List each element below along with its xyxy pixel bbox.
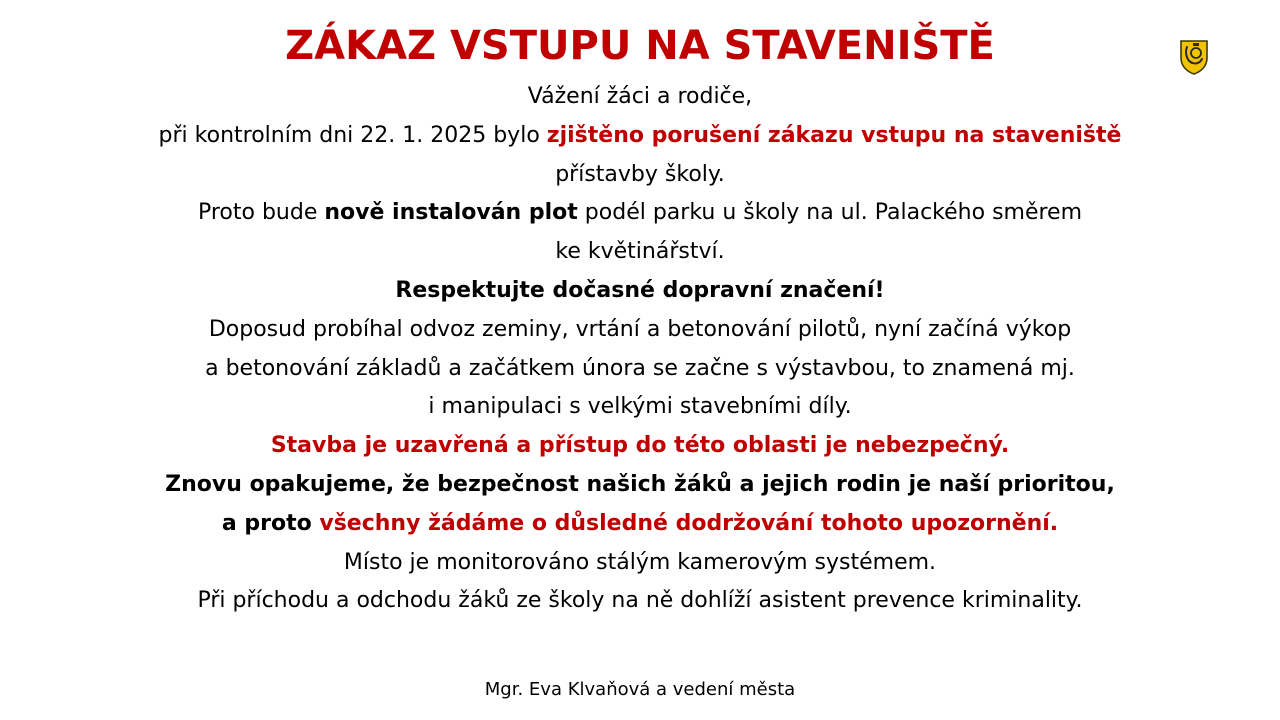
violation-highlight: zjištěno porušení zákazu vstupu na staveniště (546, 122, 1122, 148)
paragraph-fence (0, 194, 1280, 233)
works-line-2: a betonování základů a začátkem února se začne s výstavbou, to znamená mj. (205, 355, 1075, 381)
compliance-highlight: všechny žádáme o důsledné dodržování tohoto upozornění. (319, 510, 1059, 536)
safety-priority-line: Znovu opakujeme, že bezpečnost našich žáků a jejich rodin je naší prioritou, (165, 471, 1115, 497)
compliance-text-pre: a proto (221, 510, 320, 536)
notice-body (0, 78, 1280, 621)
inspection-text: při kontrolním dni 22. 1. 2025 bylo (158, 122, 547, 148)
fence-highlight: nově instalován plot (324, 200, 578, 226)
greeting: Vážení žáci a rodiče, (527, 84, 753, 109)
fence-text-pre: Proto bude (197, 200, 325, 226)
paragraph-inspection (0, 117, 1280, 156)
signature: Mgr. Eva Klvaňová a vedení města (484, 679, 796, 700)
page-title: ZÁKAZ VSTUPU NA STAVENIŠTĚ (285, 23, 995, 69)
fence-continuation: ke květinářství. (555, 239, 725, 265)
camera-monitoring-note: Místo je monitorováno stálým kamerovým systémem. (343, 549, 937, 575)
works-line-3: i manipulaci s velkými stavebními díly. (428, 394, 852, 420)
city-coat-of-arms-icon (1178, 38, 1210, 76)
compliance-request (0, 505, 1280, 544)
crime-prevention-note: Při příchodu a odchodu žáků ze školy na ně dohlíží asistent prevence kriminality. (197, 588, 1083, 614)
works-line-1: Doposud probíhal odvoz zeminy, vrtání a betonování pilotů, nyní začíná výkop (208, 316, 1072, 342)
fence-text-post: podél parku u školy na ul. Palackého směrem (577, 200, 1083, 226)
traffic-signs-notice: Respektujte dočasné dopravní značení! (395, 277, 885, 303)
danger-warning: Stavba je uzavřená a přístup do této oblasti je nebezpečný. (270, 433, 1010, 459)
inspection-continuation: přístavby školy. (555, 161, 725, 187)
